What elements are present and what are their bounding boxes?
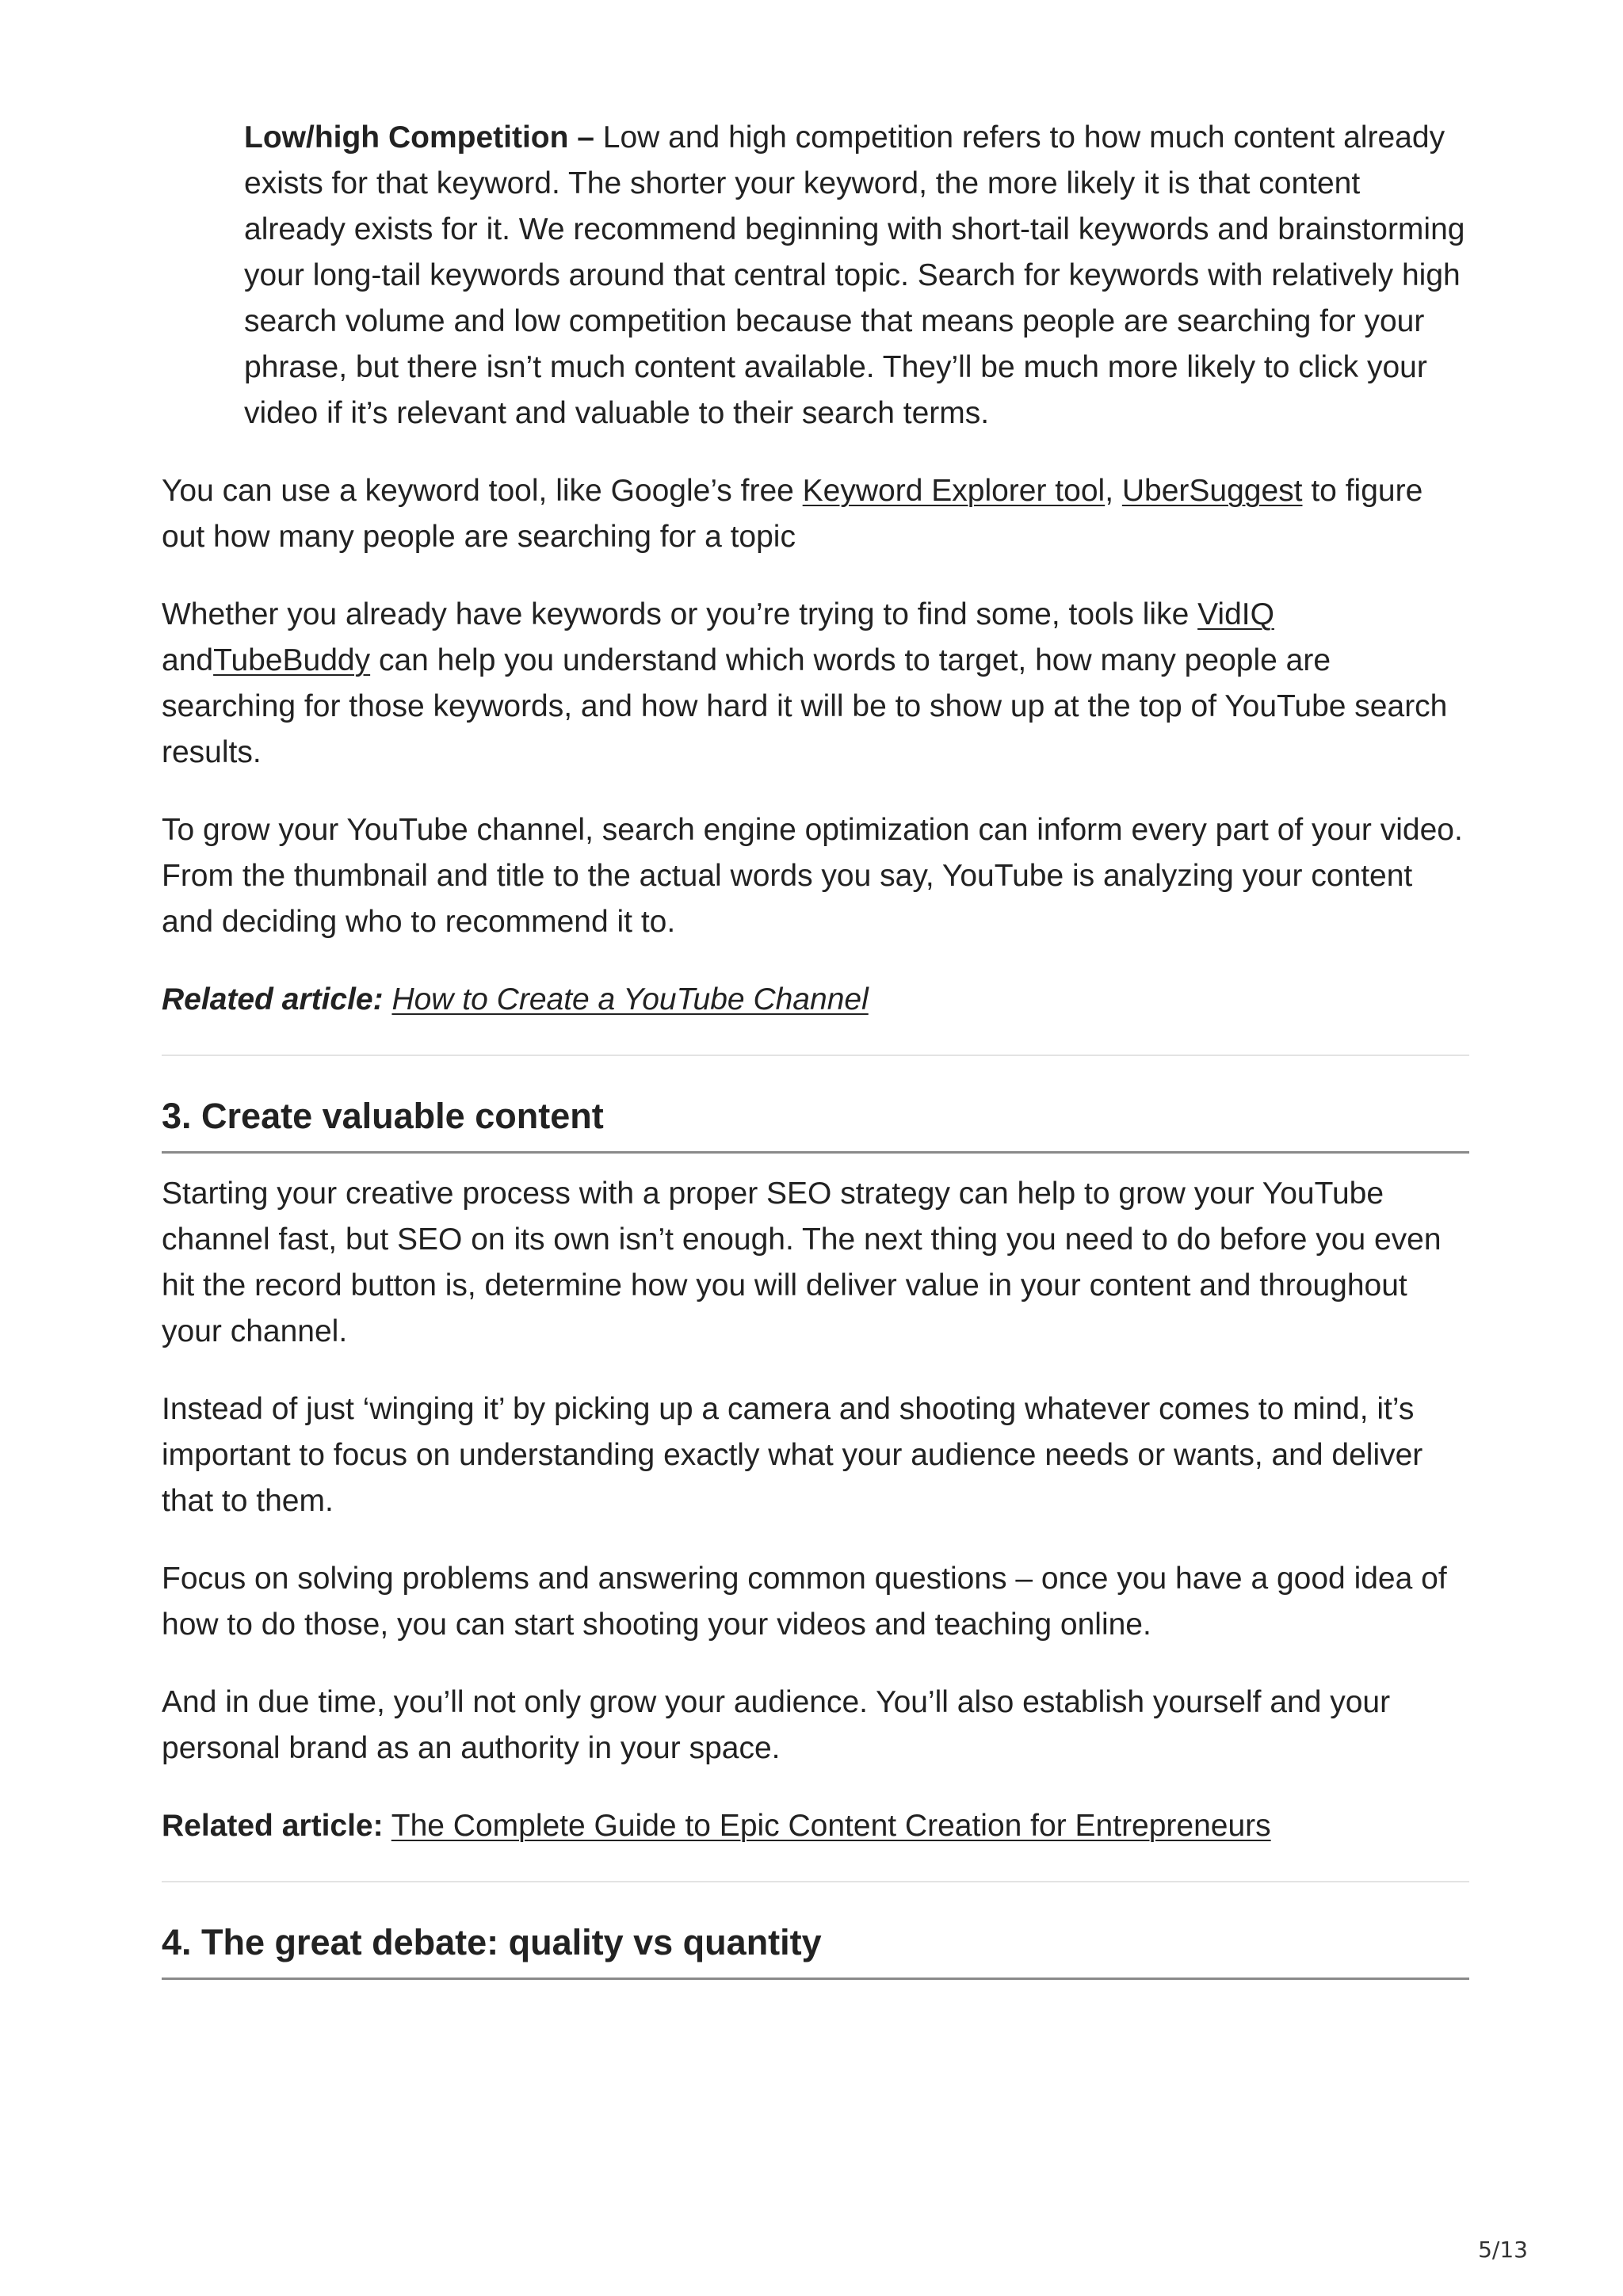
section-3-paragraph: Starting your creative process with a proper SEO strategy can help to grow your YouTube channel fast, but SEO on its own isn’t enough. The next thing you need to do before you even hit the record button is, determine how you will deliver value in your content and throughout your channel.	[162, 1177, 1442, 1348]
related-label: Related article:	[162, 1809, 384, 1843]
vidiq-paragraph	[162, 592, 1469, 776]
competition-paragraph	[162, 115, 1469, 437]
tubebuddy-link[interactable]: TubeBuddy	[213, 643, 371, 677]
related-label: Related article:	[162, 982, 384, 1016]
keyword-tools-paragraph	[162, 468, 1469, 560]
section-3-heading: 3. Create valuable content	[162, 1091, 1469, 1154]
text-segment: and	[162, 643, 214, 677]
related-article-1	[162, 977, 1469, 1023]
related-article-2	[162, 1803, 1469, 1849]
article-body	[162, 115, 1469, 1997]
related-link-content-creation[interactable]: The Complete Guide to Epic Content Creation for Entrepreneurs	[391, 1809, 1271, 1843]
text-segment: ,	[1105, 474, 1122, 508]
page-number: 5/13	[1478, 2237, 1528, 2263]
section-divider	[162, 1055, 1469, 1056]
text-segment: You can use a keyword tool, like Google’s free	[162, 474, 803, 508]
section-3-paragraph: Instead of just ‘winging it’ by picking up a camera and shooting whatever comes to mind, it’s important to focus on understanding exactly what your audience needs or wants, and deliver that to them.	[162, 1392, 1423, 1518]
keyword-explorer-link[interactable]: Keyword Explorer tool	[802, 474, 1106, 508]
section-3-paragraph: And in due time, you’ll not only grow your audience. You’ll also establish yourself and your personal brand as an authority in your space.	[162, 1685, 1391, 1765]
section-3-paragraph: Focus on solving problems and answering common questions – once you have a good idea of how to do those, you can start shooting your videos and teaching online.	[162, 1562, 1447, 1642]
competition-text: Low and high competition refers to how much content already exists for that keyword. The shorter your keyword, the more likely it is that content already exists for it. We recommend beginning with short-tail keywords and brainstorming your long-tail keywords around that central topic. Search for keywords with relatively high search volume and low competition because that means people are searching for your phrase, but there isn’t much content available. They’ll be much more likely to click your video if it’s relevant and valuable to their search terms.	[244, 120, 1465, 430]
section-divider	[162, 1881, 1469, 1882]
text-segment: can help you understand which words to target, how many people are searching for those keywords, and how hard it will be to show up at the top of YouTube search results.	[162, 643, 1448, 769]
related-link-create-channel[interactable]: How to Create a YouTube Channel	[391, 982, 869, 1016]
competition-label: Low/high Competition –	[244, 120, 594, 154]
text-segment: to figure out how many people are searching for a topic	[162, 474, 1423, 554]
vidiq-link[interactable]: VidIQ	[1197, 597, 1274, 631]
text-segment: Whether you already have keywords or you’re trying to find some, tools like	[162, 597, 1198, 631]
section-4-heading: 4. The great debate: quality vs quantity	[162, 1917, 1469, 1980]
ubersuggest-link[interactable]: UberSuggest	[1121, 474, 1303, 508]
grow-channel-paragraph: To grow your YouTube channel, search engine optimization can inform every part of your video. From the thumbnail and title to the actual words you say, YouTube is analyzing your content and deciding who to recommend it to.	[162, 813, 1463, 939]
